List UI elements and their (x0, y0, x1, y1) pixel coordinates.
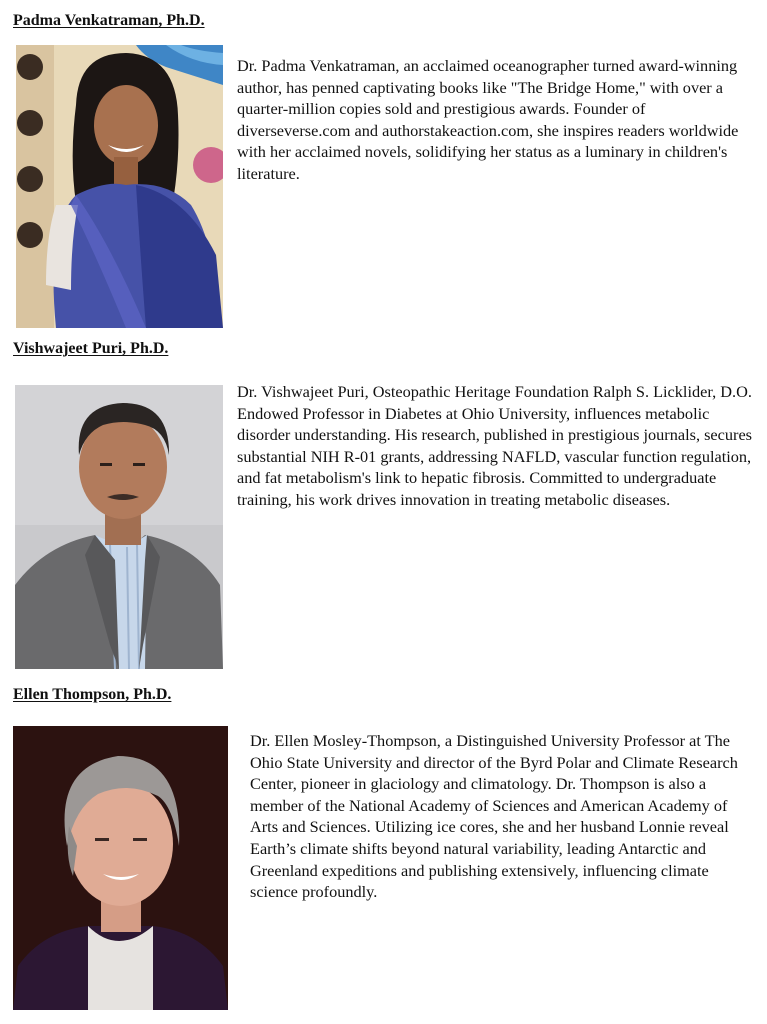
profile-bio: Dr. Ellen Mosley-Thompson, a Distinguished University Professor at The Ohio State University and director of the Byrd Polar and Climate Research Center, pioneer in glaciology and climatology. Dr. Thompson is also a member of the National Academy of Sciences and American Academy of Arts and Sciences. Utilizing ice cores, she and her husband Lonnie reveal Earth’s climate shifts beyond natural variability, leading Antarctic and Greenland expeditions and publishing extensively, influencing climate science profoundly. (250, 731, 738, 902)
profile-photo (16, 45, 223, 328)
profile-bio: Dr. Padma Venkatraman, an acclaimed oceanographer turned award-winning author, has penned captivating books like "The Bridge Home," with over a quarter-million copies sold and prestigious awards. Founder of diverseverse.com and authorstakeaction.com, she inspires readers worldwide with her acclaimed novels, solidifying her status as a luminary in children's literature. (237, 56, 739, 183)
profile-name: Padma Venkatraman, Ph.D. (13, 12, 205, 29)
profile-name: Ellen Thompson, Ph.D. (13, 686, 172, 703)
profile-photo (15, 385, 223, 669)
profile-photo (13, 726, 228, 1010)
profile-bio: Dr. Vishwajeet Puri, Osteopathic Heritage Foundation Ralph S. Licklider, D.O. Endowed Professor in Diabetes at Ohio University, influences metabolic disorder understanding. His research, published in prestigious journals, secures substantial NIH R-01 grants, addressing NAFLD, vascular function regulation, and fat metabolism's link to hepatic fibrosis. Committed to undergraduate training, his work drives innovation in treating metabolic diseases. (237, 382, 753, 509)
portrait-photo-icon (13, 726, 228, 1010)
portrait-photo-icon (15, 385, 223, 669)
portrait-photo-icon (16, 45, 223, 328)
profile-name: Vishwajeet Puri, Ph.D. (13, 340, 169, 357)
